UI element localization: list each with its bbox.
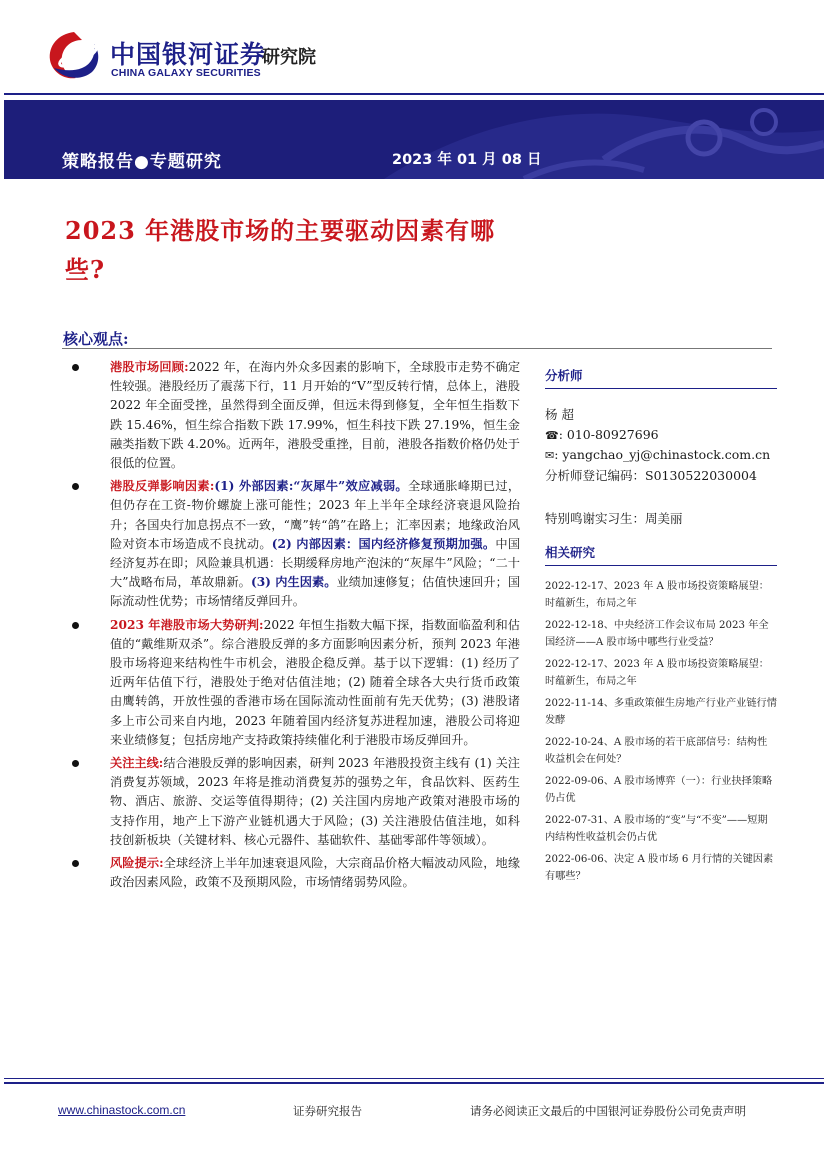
- bullet-text: 全球通胀峰期已过，但仍存在工资-物价螺旋上涨可能性；2023 年上半年全球经济衰退风险抬升；各国央行加息拐点不一致，“鹰”转“鸽”在路上；汇率因素；地缘政治风险对资本市场造成不良扰动。: [110, 479, 521, 551]
- bullet-text: 结合港股反弹的影响因素，研判 2023 年港股投资主线有 (1) 关注消费复苏领域，2023 年将是推动消费复苏的强势之年，食品饮料、医药生物、酒店、旅游、交运等值得期待；(2) 关注国内房地产政策对港股市场的支持作用，地产上下游产业链机遇大于风险；(3) 关注港股估值洼地，如科技创新板块（关键材料、核心元器件、基础软件、基础零部件等领域）。: [110, 756, 520, 847]
- related-research-list: [545, 578, 777, 886]
- related-research-item[interactable]: 2022-11-14、多重政策催生房地产行业产业链行情发酵: [545, 697, 777, 726]
- bullet-text: 2022 年恒生指数大幅下探，指数面临盈利和估值的“戴维斯双杀”。综合港股反弹的多方面影响因素分析，预判 2023 年港股市场将迎来结构性牛市机会，港股企稳反弹。基于以下逻辑：(1) 经历了近两年估值下行，港股处于绝对估值洼地；(2) 随着全球各大央行货币政策由鹰转鸽，开放性强的香港市场在国际流动性面前有先天优势；(3) 港股诸多上市公司来自内地，2023 年随着国内经济复苏进程加速，港股公司将迎来业绩修复；包括房地产支持政策持续催化利于港股市场反弹回升。: [110, 617, 520, 747]
- bullet-lead: 关注主线:: [110, 756, 164, 771]
- report-type-label: 策略报告●专题研究: [62, 152, 222, 172]
- related-research-item[interactable]: 2022-12-17、2023 年 A 股市场投资策略展望：时蕴新生，布局之年: [545, 580, 769, 609]
- analyst-heading: 分析师: [545, 366, 777, 389]
- institute-label: 研究院: [262, 47, 316, 68]
- bullet-text: 业绩加速修复；估值快速回升；国际流动性优势；市场情绪反弹回升。: [110, 575, 521, 609]
- bullet-market-review: [68, 358, 520, 473]
- analyst-email-row: ✉: yangchao_yj@chinastock.com.cn: [545, 447, 771, 462]
- bullet-dot-icon: [72, 483, 79, 490]
- analyst-phone-row: ☎: 010-80927696: [545, 426, 659, 442]
- bullet-dot-icon: [72, 364, 79, 371]
- core-view-heading: 核心观点:: [63, 330, 129, 348]
- bullet-lead: 港股反弹影响因素:: [110, 479, 215, 494]
- brand-name-en: CHINA GALAXY SECURITIES: [111, 67, 261, 79]
- footer-disclaimer: 请务必阅读正文最后的中国银河证券股份公司免责声明: [470, 1104, 746, 1118]
- analyst-registration: 分析师登记编码：S0130522030004: [545, 467, 757, 483]
- bullet-main-themes: [68, 754, 520, 850]
- bullet-lead: 港股市场回顾:: [110, 360, 189, 374]
- related-research-item[interactable]: 2022-06-06、决定 A 股市场 6 月行情的关键因素有哪些？: [545, 853, 774, 882]
- bullet-rebound-factors: [68, 477, 520, 611]
- analyst-email[interactable]: yangchao_yj@chinastock.com.cn: [562, 447, 771, 462]
- related-research-item[interactable]: 2022-12-17、2023 年 A 股市场投资策略展望：时蕴新生，布局之年: [545, 658, 769, 687]
- bullet-emphasis: (3) 内生因素。: [250, 575, 337, 590]
- bullet-risk-warning: [68, 854, 520, 892]
- analyst-name: 杨 超: [545, 407, 574, 422]
- analyst-phone: 010-80927696: [566, 426, 659, 442]
- core-view-list: [68, 358, 520, 896]
- bullet-lead: 2023 年港股市场大势研判:: [110, 617, 264, 632]
- core-view-divider: [62, 348, 772, 349]
- related-research-heading: 相关研究: [545, 543, 777, 566]
- footer-divider-thick: [4, 1082, 824, 1084]
- footer-report-type: 证券研究报告: [293, 1104, 362, 1118]
- header-divider: [4, 93, 824, 95]
- related-research-item[interactable]: 2022-09-06、A 股市场博弈（一）：行业抉择策略仍占优: [545, 775, 773, 804]
- brand-name-cn: 中国银河证券: [110, 40, 267, 69]
- report-title: 2023 年港股市场的主要驱动因素有哪些?: [65, 216, 496, 284]
- china-galaxy-logo: [44, 28, 104, 84]
- bullet-dot-icon: [72, 760, 79, 767]
- mail-icon: ✉: [545, 449, 555, 462]
- bullet-dot-icon: [72, 860, 79, 867]
- intern-thanks: 特别鸣谢实习生：周美丽: [545, 511, 683, 526]
- footer-divider: [4, 1078, 824, 1079]
- bullet-text: 2022 年，在海内外众多因素的影响下，全球股市走势不确定性较强。港股经历了震荡下行，11 月开始的“V”型反转行情，总体上，港股 2022 年全面受挫，虽然得到全面反弹，但远未得到修复，全年恒生指数下跌 15.46%，恒生综合指数下跌 17.99%，恒生科技下跌 27.19%，恒生金融类指数下跌 4.20%。近两年，港股受重挫，目前，港股各指数价格仍处于很低的位置。: [110, 360, 521, 471]
- bullet-dot-icon: [72, 622, 79, 629]
- related-research-item[interactable]: 2022-07-31、A 股市场的“变”与“不变”——短期内结构性收益机会仍占优: [545, 814, 768, 843]
- related-research-item[interactable]: 2022-10-24、A 股市场的若干底部信号：结构性收益机会在何处？: [545, 736, 768, 765]
- bullet-text: 全球经济上半年加速衰退风险，大宗商品价格大幅波动风险，地缘政治因素风险，政策不及预期风险，市场情绪弱势风险。: [110, 856, 521, 890]
- bullet-emphasis: (1) 外部因素:“灰犀牛”效应减弱。: [214, 479, 408, 494]
- footer-website-link[interactable]: www.chinastock.com.cn: [58, 1103, 186, 1117]
- related-research-item[interactable]: 2022-12-18、中央经济工作会议布局 2023 年全国经济——A 股市场中哪些行业受益？: [545, 619, 769, 648]
- analyst-info: [545, 405, 777, 529]
- bullet-market-outlook: [68, 616, 520, 750]
- bullet-text: 中国经济复苏在即；风险兼具机遇：长期缓释房地产泡沫的“灰犀牛”风险；“二十大”战略布局，革故鼎新。: [110, 536, 521, 590]
- phone-icon: ☎: [545, 428, 559, 442]
- sidebar: [545, 358, 777, 890]
- bullet-emphasis: (2) 内部因素：国内经济修复预期加强。: [271, 536, 496, 551]
- report-date: 2023 年 01 月 08 日: [392, 152, 542, 168]
- bullet-lead: 风险提示:: [110, 856, 164, 871]
